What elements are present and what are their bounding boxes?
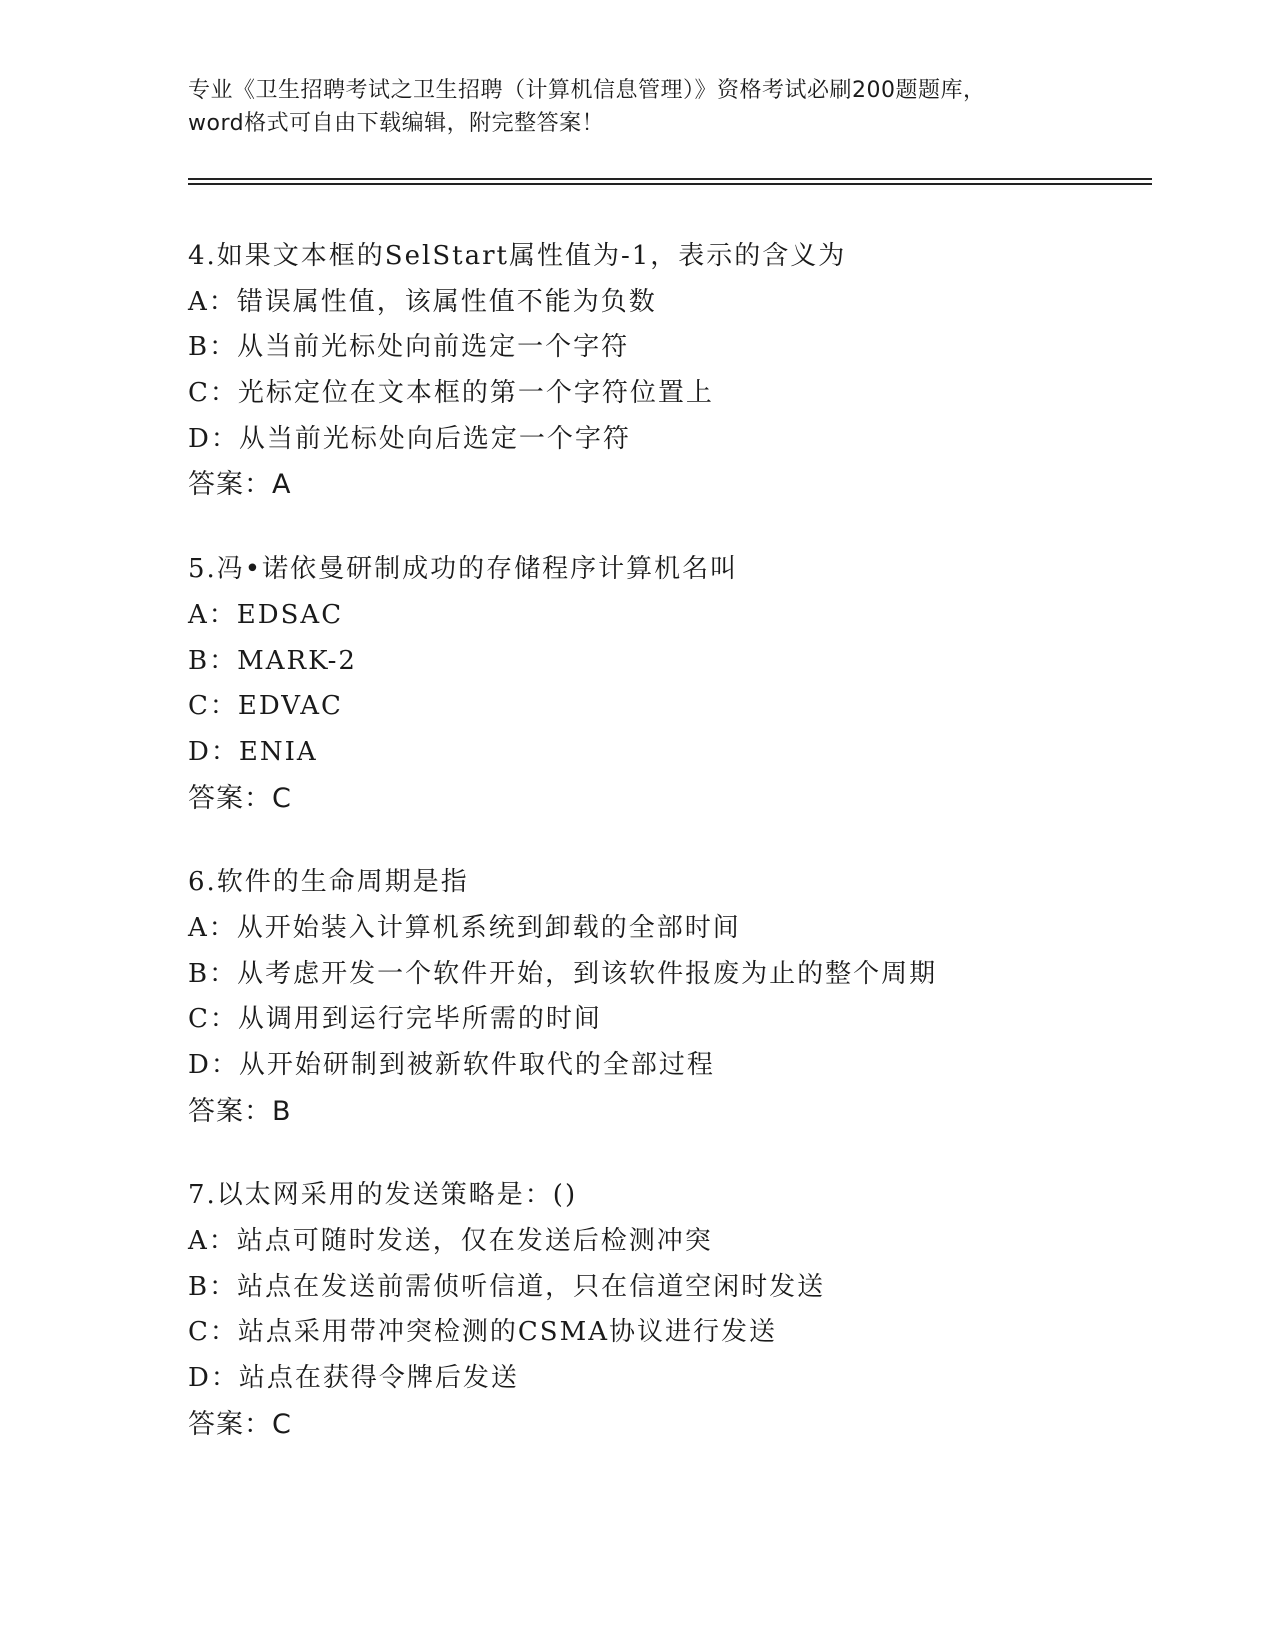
option-b: B：从考虑开发一个软件开始，到该软件报废为止的整个周期: [188, 958, 938, 989]
option-d: D：站点在获得令牌后发送: [188, 1363, 519, 1394]
option-b: B：MARK-2: [188, 645, 357, 676]
option-a: A：EDSAC: [188, 599, 344, 630]
option-c: C：从调用到运行完毕所需的时间: [188, 1004, 602, 1035]
header-divider-bottom: [188, 183, 1152, 185]
option-a: A：从开始装入计算机系统到卸载的全部时间: [188, 912, 741, 943]
answer-line: 答案：A: [188, 469, 292, 501]
answer-line: 答案：B: [188, 1095, 292, 1127]
option-a: A：站点可随时发送，仅在发送后检测冲突: [188, 1226, 713, 1257]
question-5: [188, 547, 1148, 821]
option-c: C：光标定位在文本框的第一个字符位置上: [188, 378, 714, 409]
question-stem: 4.如果文本框的SelStart属性值为-1，表示的含义为: [188, 241, 847, 271]
option-d: D：从当前光标处向后选定一个字符: [188, 423, 631, 454]
option-a: A：错误属性值，该属性值不能为负数: [188, 286, 657, 317]
question-stem: 6.软件的生命周期是指: [188, 867, 469, 898]
header-divider-top: [188, 178, 1152, 180]
option-c: C：EDVAC: [188, 691, 343, 722]
question-6: [188, 860, 1148, 1134]
question-stem: 7.以太网采用的发送策略是：(): [188, 1180, 578, 1211]
question-list: [188, 234, 1148, 1487]
answer-line: 答案：C: [188, 1408, 292, 1440]
option-d: D：从开始研制到被新软件取代的全部过程: [188, 1050, 715, 1080]
header-line-2: word格式可自由下载编辑，附完整答案！: [188, 111, 605, 136]
option-d: D：ENIA: [188, 736, 318, 767]
question-7: [188, 1173, 1148, 1447]
header-line-1: 专业《卫生招聘考试之卫生招聘（计算机信息管理）》资格考试必刷200题题库，: [188, 78, 986, 103]
question-4: [188, 234, 1148, 508]
option-b: B：站点在发送前需侦听信道，只在信道空闲时发送: [188, 1271, 826, 1302]
question-stem: 5.冯•诺依曼研制成功的存储程序计算机名叫: [188, 554, 739, 585]
document-header: [188, 74, 1088, 140]
answer-line: 答案：C: [188, 782, 292, 814]
option-b: B：从当前光标处向前选定一个字符: [188, 332, 630, 363]
option-c: C：站点采用带冲突检测的CSMA协议进行发送: [188, 1317, 777, 1348]
